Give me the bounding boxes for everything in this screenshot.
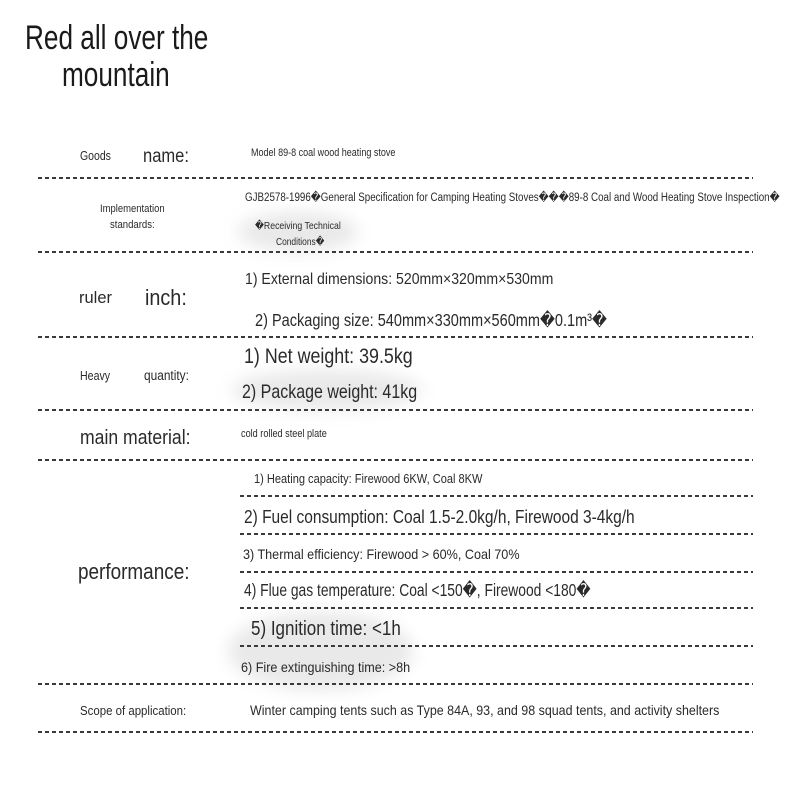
item-divider <box>240 495 753 497</box>
row-label-part: Implementation <box>100 203 165 215</box>
item-divider <box>240 571 753 573</box>
row-divider <box>38 409 753 411</box>
row-label-part: Heavy <box>80 368 111 383</box>
row-value-line: 1) External dimensions: 520mm×320mm×530mm <box>245 271 554 288</box>
row-value: Model 89-8 coal wood heating stove <box>251 147 396 159</box>
row-label-part: inch: <box>145 285 187 310</box>
row-label-part: ruler <box>79 288 112 307</box>
row-label: main material: <box>80 427 191 449</box>
spec-row-weight <box>0 339 800 410</box>
row-value-line: 2) Package weight: 41kg <box>242 381 418 403</box>
item-divider <box>240 607 753 609</box>
row-label: Scope of application: <box>80 702 187 718</box>
spec-row-dimensions <box>0 253 800 337</box>
row-divider <box>38 683 753 685</box>
row-divider <box>38 177 753 179</box>
performance-item: 5) Ignition time: <1h <box>251 618 401 640</box>
row-value: Winter camping tents such as Type 84A, 93, and 98 squad tents, and activity shelters <box>250 702 720 718</box>
performance-item: 2) Fuel consumption: Coal 1.5-2.0kg/h, Firewood 3-4kg/h <box>244 507 635 527</box>
spec-row-scope <box>0 686 800 732</box>
row-value-line: 1) Net weight: 39.5kg <box>244 345 413 368</box>
page-title-line-1: Red all over the <box>25 19 209 57</box>
row-divider <box>38 459 753 461</box>
item-divider <box>240 533 753 535</box>
row-label-part: name: <box>143 146 189 167</box>
row-label: performance: <box>78 559 190 584</box>
performance-item: 1) Heating capacity: Firewood 6KW, Coal 8KW <box>254 471 483 486</box>
spec-row-performance <box>0 462 800 684</box>
performance-item: 3) Thermal efficiency: Firewood > 60%, Coal 70% <box>243 546 520 562</box>
item-divider <box>240 645 753 647</box>
row-value: cold rolled steel plate <box>241 428 327 440</box>
row-value-line: �Receiving Technical <box>255 219 341 232</box>
row-label-part: Goods <box>80 149 111 163</box>
row-label-part: standards: <box>110 219 155 231</box>
spec-row-material <box>0 412 800 460</box>
performance-item: 4) Flue gas temperature: Coal <150�, Firewood <180� <box>244 580 591 600</box>
row-divider <box>38 731 753 733</box>
page-title <box>0 0 240 100</box>
row-value-line: Conditions� <box>276 235 325 248</box>
performance-item: 6) Fire extinguishing time: >8h <box>241 659 411 675</box>
page-title-line-2: mountain <box>62 56 170 94</box>
spec-row-standards <box>0 180 800 252</box>
row-label-part: quantity: <box>144 368 189 383</box>
row-divider <box>38 336 753 338</box>
row-value-line: 2) Packaging size: 540mm×330mm×560mm�0.1m³� <box>255 310 607 330</box>
row-value-line: GJB2578-1996�General Specification for Camping Heating Stoves���89-8 Coal and Wood Heating Stove Inspection� <box>245 192 780 204</box>
spec-row-goods-name <box>0 130 800 178</box>
